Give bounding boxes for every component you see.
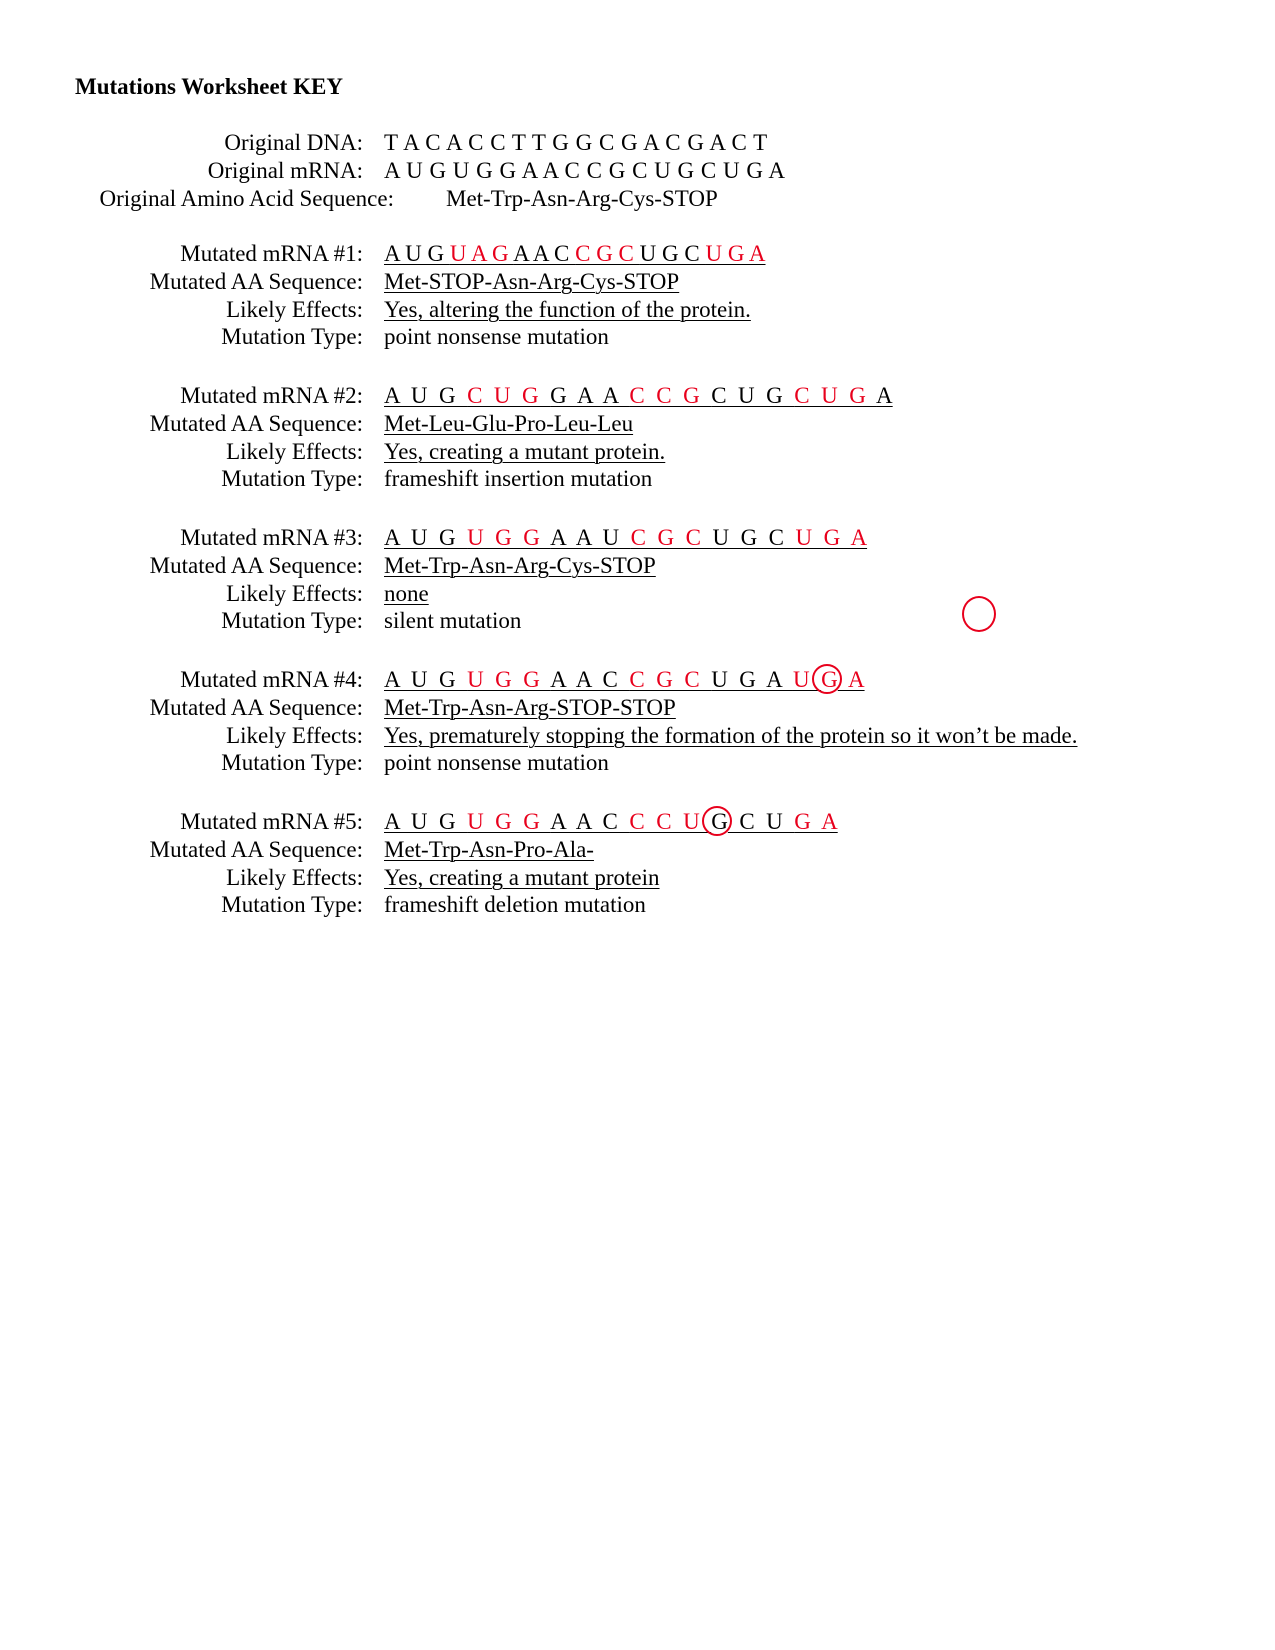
original-aa-label: Original Amino Acid Sequence:	[99, 186, 394, 211]
original-mrna-sequence: A U G U G G A A C C G C U G C U G A	[384, 158, 786, 183]
changed-codon: U G G	[467, 809, 551, 834]
mutation-type-value: frameshift insertion mutation	[384, 466, 653, 491]
codon: A A C	[550, 667, 630, 692]
mutated-mrna-sequence	[384, 807, 838, 837]
changed-codon: C U G	[794, 383, 877, 408]
codon: A U G	[384, 667, 468, 692]
mutated-mrna-label: Mutated mRNA #2:	[180, 383, 363, 408]
original-mrna-label: Original mRNA:	[207, 158, 363, 183]
mutated-aa-sequence: Met-STOP-Asn-Arg-Cys-STOP	[384, 269, 680, 294]
codon: A A C	[550, 809, 630, 834]
changed-codon: G A	[794, 809, 838, 834]
mutation-type-value: point nonsense mutation	[384, 324, 609, 349]
codon: C U	[727, 809, 795, 834]
likely-effects-value: Yes, creating a mutant protein	[384, 865, 660, 890]
changed-codon: C G C	[629, 667, 712, 692]
mutated-mrna-label: Mutated mRNA #3:	[180, 525, 363, 550]
mutation-type-label: Mutation Type:	[221, 892, 363, 917]
likely-effects-value: Yes, prematurely stopping the formation of the protein so it won’t be made.	[384, 723, 1078, 748]
mutated-aa-label: Mutated AA Sequence:	[149, 553, 363, 578]
codon: A A U	[550, 525, 631, 550]
original-dna-label: Original DNA:	[224, 130, 363, 155]
mutated-mrna-sequence	[384, 665, 865, 695]
changed-codon: A	[837, 667, 865, 692]
mutation-type-label: Mutation Type:	[221, 750, 363, 775]
codon: U G C	[712, 525, 796, 550]
codon: G A A	[550, 383, 630, 408]
likely-effects-label: Likely Effects:	[226, 865, 363, 890]
mutated-mrna-label: Mutated mRNA #5:	[180, 809, 363, 834]
circled-base: G	[711, 807, 728, 837]
likely-effects-label: Likely Effects:	[226, 723, 363, 748]
mutation-type-label: Mutation Type:	[221, 608, 363, 633]
mutated-mrna-sequence	[384, 523, 867, 553]
page-title: Mutations Worksheet KEY	[75, 74, 343, 99]
mutated-mrna-sequence	[384, 381, 893, 411]
changed-codon: C G C	[630, 525, 713, 550]
codon: A U G	[384, 383, 468, 408]
changed-codon: C C G	[629, 383, 712, 408]
likely-effects-label: Likely Effects:	[226, 297, 363, 322]
codon: U G C	[639, 241, 706, 266]
red-circle-annotation	[962, 596, 996, 632]
codon: A U G	[384, 241, 450, 266]
mutated-aa-label: Mutated AA Sequence:	[149, 695, 363, 720]
mutation-type-value: point nonsense mutation	[384, 750, 609, 775]
changed-codon: C G C	[575, 241, 640, 266]
codon: C U G	[711, 383, 795, 408]
codon: A U G	[384, 525, 468, 550]
codon: A U G	[384, 809, 468, 834]
mutation-type-label: Mutation Type:	[221, 466, 363, 491]
mutated-aa-label: Mutated AA Sequence:	[149, 411, 363, 436]
mutated-aa-sequence: Met-Trp-Asn-Pro-Ala-	[384, 837, 594, 862]
changed-codon: U A G	[449, 241, 514, 266]
mutated-aa-label: Mutated AA Sequence:	[149, 837, 363, 862]
changed-codon: U	[792, 667, 822, 692]
likely-effects-value: Yes, creating a mutant protein.	[384, 439, 666, 464]
codon: A A C	[513, 241, 576, 266]
original-dna-sequence: T A C A C C T T G G C G A C G A C T	[384, 130, 768, 155]
changed-codon: U G A	[795, 525, 868, 550]
circled-base: G	[821, 665, 838, 695]
likely-effects-value: none	[384, 581, 429, 606]
mutated-aa-sequence: Met-Leu-Glu-Pro-Leu-Leu	[384, 411, 634, 436]
mutated-aa-sequence: Met-Trp-Asn-Arg-Cys-STOP	[384, 553, 656, 578]
changed-codon: C C U	[629, 809, 712, 834]
mutation-type-value: frameshift deletion mutation	[384, 892, 646, 917]
likely-effects-label: Likely Effects:	[226, 581, 363, 606]
changed-codon: U G G	[467, 525, 551, 550]
codon: U G A	[711, 667, 793, 692]
mutated-mrna-sequence	[384, 239, 766, 269]
changed-codon: C U G	[467, 383, 551, 408]
changed-codon: U G A	[705, 241, 766, 266]
mutated-aa-sequence: Met-Trp-Asn-Arg-STOP-STOP	[384, 695, 676, 720]
mutated-aa-label: Mutated AA Sequence:	[149, 269, 363, 294]
mutated-mrna-label: Mutated mRNA #4:	[180, 667, 363, 692]
mutated-mrna-label: Mutated mRNA #1:	[180, 241, 363, 266]
likely-effects-value: Yes, altering the function of the protein.	[384, 297, 751, 322]
codon: A	[876, 383, 893, 408]
likely-effects-label: Likely Effects:	[226, 439, 363, 464]
original-aa-sequence: Met-Trp-Asn-Arg-Cys-STOP	[446, 186, 718, 211]
changed-codon: U G G	[467, 667, 551, 692]
mutation-type-label: Mutation Type:	[221, 324, 363, 349]
mutation-type-value: silent mutation	[384, 608, 522, 633]
